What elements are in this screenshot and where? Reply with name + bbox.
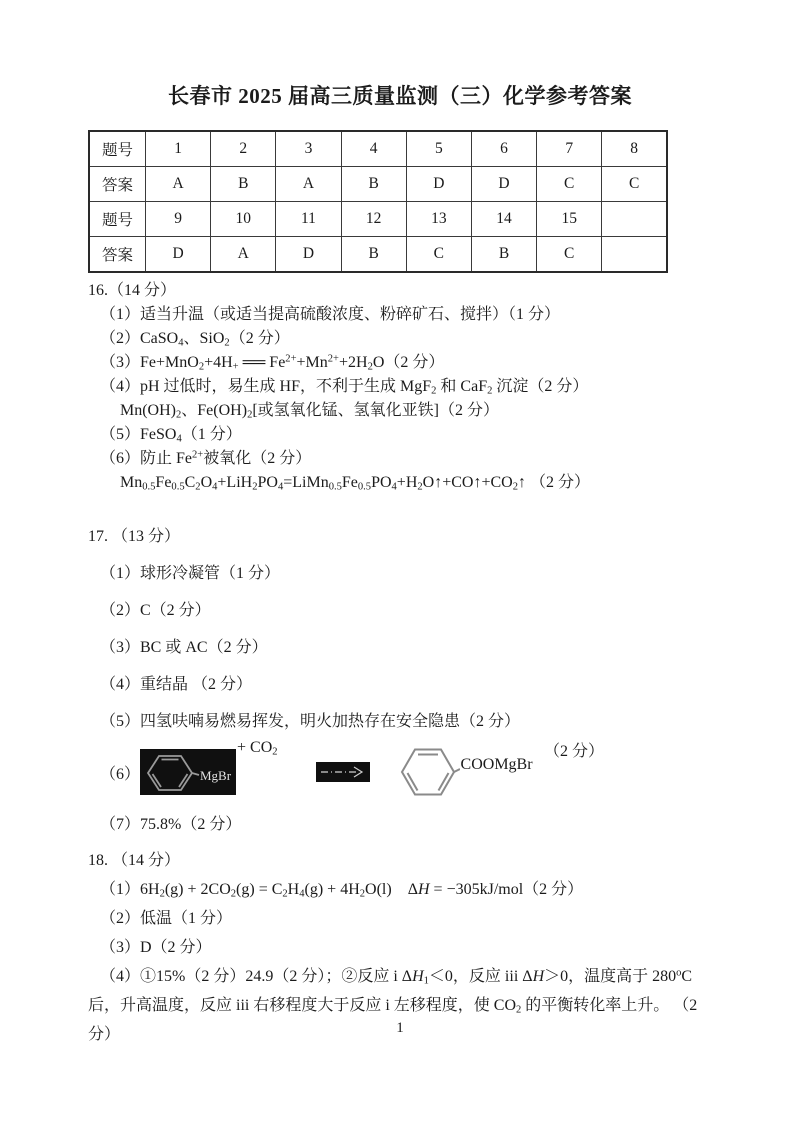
table-row-question-numbers-2 [89, 202, 667, 237]
table-cell: A [146, 167, 211, 202]
table-row-question-numbers-1 [89, 131, 667, 167]
coomgbr-substituent-label: COOMgBr [460, 756, 533, 773]
table-cell: 5 [406, 131, 471, 167]
table-cell: 4 [341, 131, 406, 167]
q18-heading: 18. （14 分） [88, 852, 181, 869]
table-cell: B [471, 237, 536, 273]
q17-answer-6-label: （6） [100, 765, 141, 783]
table-cell: 14 [471, 202, 536, 237]
table-cell: 2 [211, 131, 276, 167]
q16-answer-1: （1）适当升温（或适当提高硫酸浓度、粉碎矿石、搅拌）（1 分） [100, 306, 561, 323]
phenylmagnesium-bromide-structure [140, 749, 236, 795]
table-cell: A [276, 167, 341, 202]
table-cell: B [341, 167, 406, 202]
document-title: 长春市 2025 届高三质量监测（三）化学参考答案 [168, 84, 632, 108]
question-16-block [88, 279, 716, 495]
table-cell: D [276, 237, 341, 273]
table-row-answers-1 [89, 167, 667, 202]
q16-answer-4-continued: $Mn(OH)_2$、$Fe(OH)_2$[或氢氧化锰、氢氧化亚铁]（2 分） [120, 402, 500, 421]
table-cell: 9 [146, 202, 211, 237]
table-cell: D [471, 167, 536, 202]
q17-answer-6-reaction-scheme [88, 739, 716, 800]
table-cell: 10 [211, 202, 276, 237]
table-cell: C [537, 237, 602, 273]
q18-answer-4: （4）①15%（2 分）24.9（2 分）；②反应 i $\Delta H_1<0$，反应 iii ΔH＞0，温度高于 280$^o$C 后，升高温度，反应 iii 右移程度大于反应 i 左移程度，使 $CO_2$ 的平衡转化率上升。 （2 分） [88, 967, 698, 1043]
plus-co2-reagent: + $CO_2$ [237, 739, 278, 758]
q17-answer-7: （7）75.8%（2 分） [100, 816, 242, 833]
table-cell: 答案 [89, 167, 146, 202]
table-cell: 题号 [89, 202, 146, 237]
mgbr-substituent-label: MgBr [200, 768, 232, 783]
table-cell: 15 [537, 202, 602, 237]
question-17-block [88, 525, 716, 837]
q16-answer-6: （6）防止 $Fe^{2+}$被氧化（2 分） [100, 449, 312, 467]
answer-table [88, 130, 668, 273]
q17-heading: 17. （13 分） [88, 528, 181, 545]
q17-answer-4: （4）重结晶 （2 分） [100, 676, 253, 693]
table-cell: 13 [406, 202, 471, 237]
table-cell: 11 [276, 202, 341, 237]
table-cell: B [211, 167, 276, 202]
table-cell: D [406, 167, 471, 202]
table-cell: C [537, 167, 602, 202]
q17-answer-6-score: （2 分） [543, 743, 604, 760]
table-cell: 8 [602, 131, 667, 167]
q18-answer-2: （2）低温（1 分） [100, 910, 233, 927]
q16-answer-2: （2）CaSO$_4$、SiO$_2$（2 分） [100, 330, 290, 349]
table-cell: 12 [341, 202, 406, 237]
reaction-arrow-icon [316, 762, 370, 782]
q17-answer-5: （5）四氢呋喃易燃易挥发，明火加热存在安全隐患（2 分） [100, 713, 521, 730]
q16-answer-6-equation: $Mn_{0.5}Fe_{0.5}C_2O_4+LiH_2PO_4=LiMn_{0.5}Fe_{0.5}PO_4+H_2O↑+CO↑+CO_2↑$ （2 分） [120, 474, 591, 493]
table-cell: A [211, 237, 276, 273]
table-cell: B [341, 237, 406, 273]
table-cell: 3 [276, 131, 341, 167]
q16-answer-4: （4）pH 过低时，易生成 HF，不利于生成 MgF$_2$ 和 CaF$_2$ 沉淀（2 分） [100, 378, 589, 397]
table-cell [602, 202, 667, 237]
table-cell: 1 [146, 131, 211, 167]
q17-answer-3: （3）BC 或 AC（2 分） [100, 639, 268, 656]
table-cell: C [406, 237, 471, 273]
q16-answer-3-equation: $(3)Fe+MnO_2+4H_+$ ══ $Fe^{2+}+Mn^{2+}+2H_2O(2$ 分） [100, 353, 445, 373]
q18-answer-1-equation: $(1)6H_2(g) + 2CO_2(g) = C_2H_4(g) + 4H_2O(l)$ ΔH = −305kJ/mol（2 分） [100, 881, 584, 900]
page-number: 1 [396, 1020, 404, 1036]
table-cell: C [602, 167, 667, 202]
table-cell [602, 237, 667, 273]
q16-answer-5: （5）FeSO$_4$（1 分） [100, 426, 242, 445]
table-cell: D [146, 237, 211, 273]
table-row-answers-2 [89, 237, 667, 273]
q16-heading: 16.（14 分） [88, 282, 177, 299]
q18-answer-3: （3）D（2 分） [100, 939, 212, 956]
table-cell: 题号 [89, 131, 146, 167]
table-cell: 7 [537, 131, 602, 167]
q17-answer-1: （1）球形冷凝管（1 分） [100, 565, 281, 582]
question-18-block [88, 846, 716, 1049]
table-cell: 6 [471, 131, 536, 167]
table-cell: 答案 [89, 237, 146, 273]
benzene-ring-product [396, 744, 460, 800]
q17-answer-2: （2）C（2 分） [100, 602, 211, 619]
